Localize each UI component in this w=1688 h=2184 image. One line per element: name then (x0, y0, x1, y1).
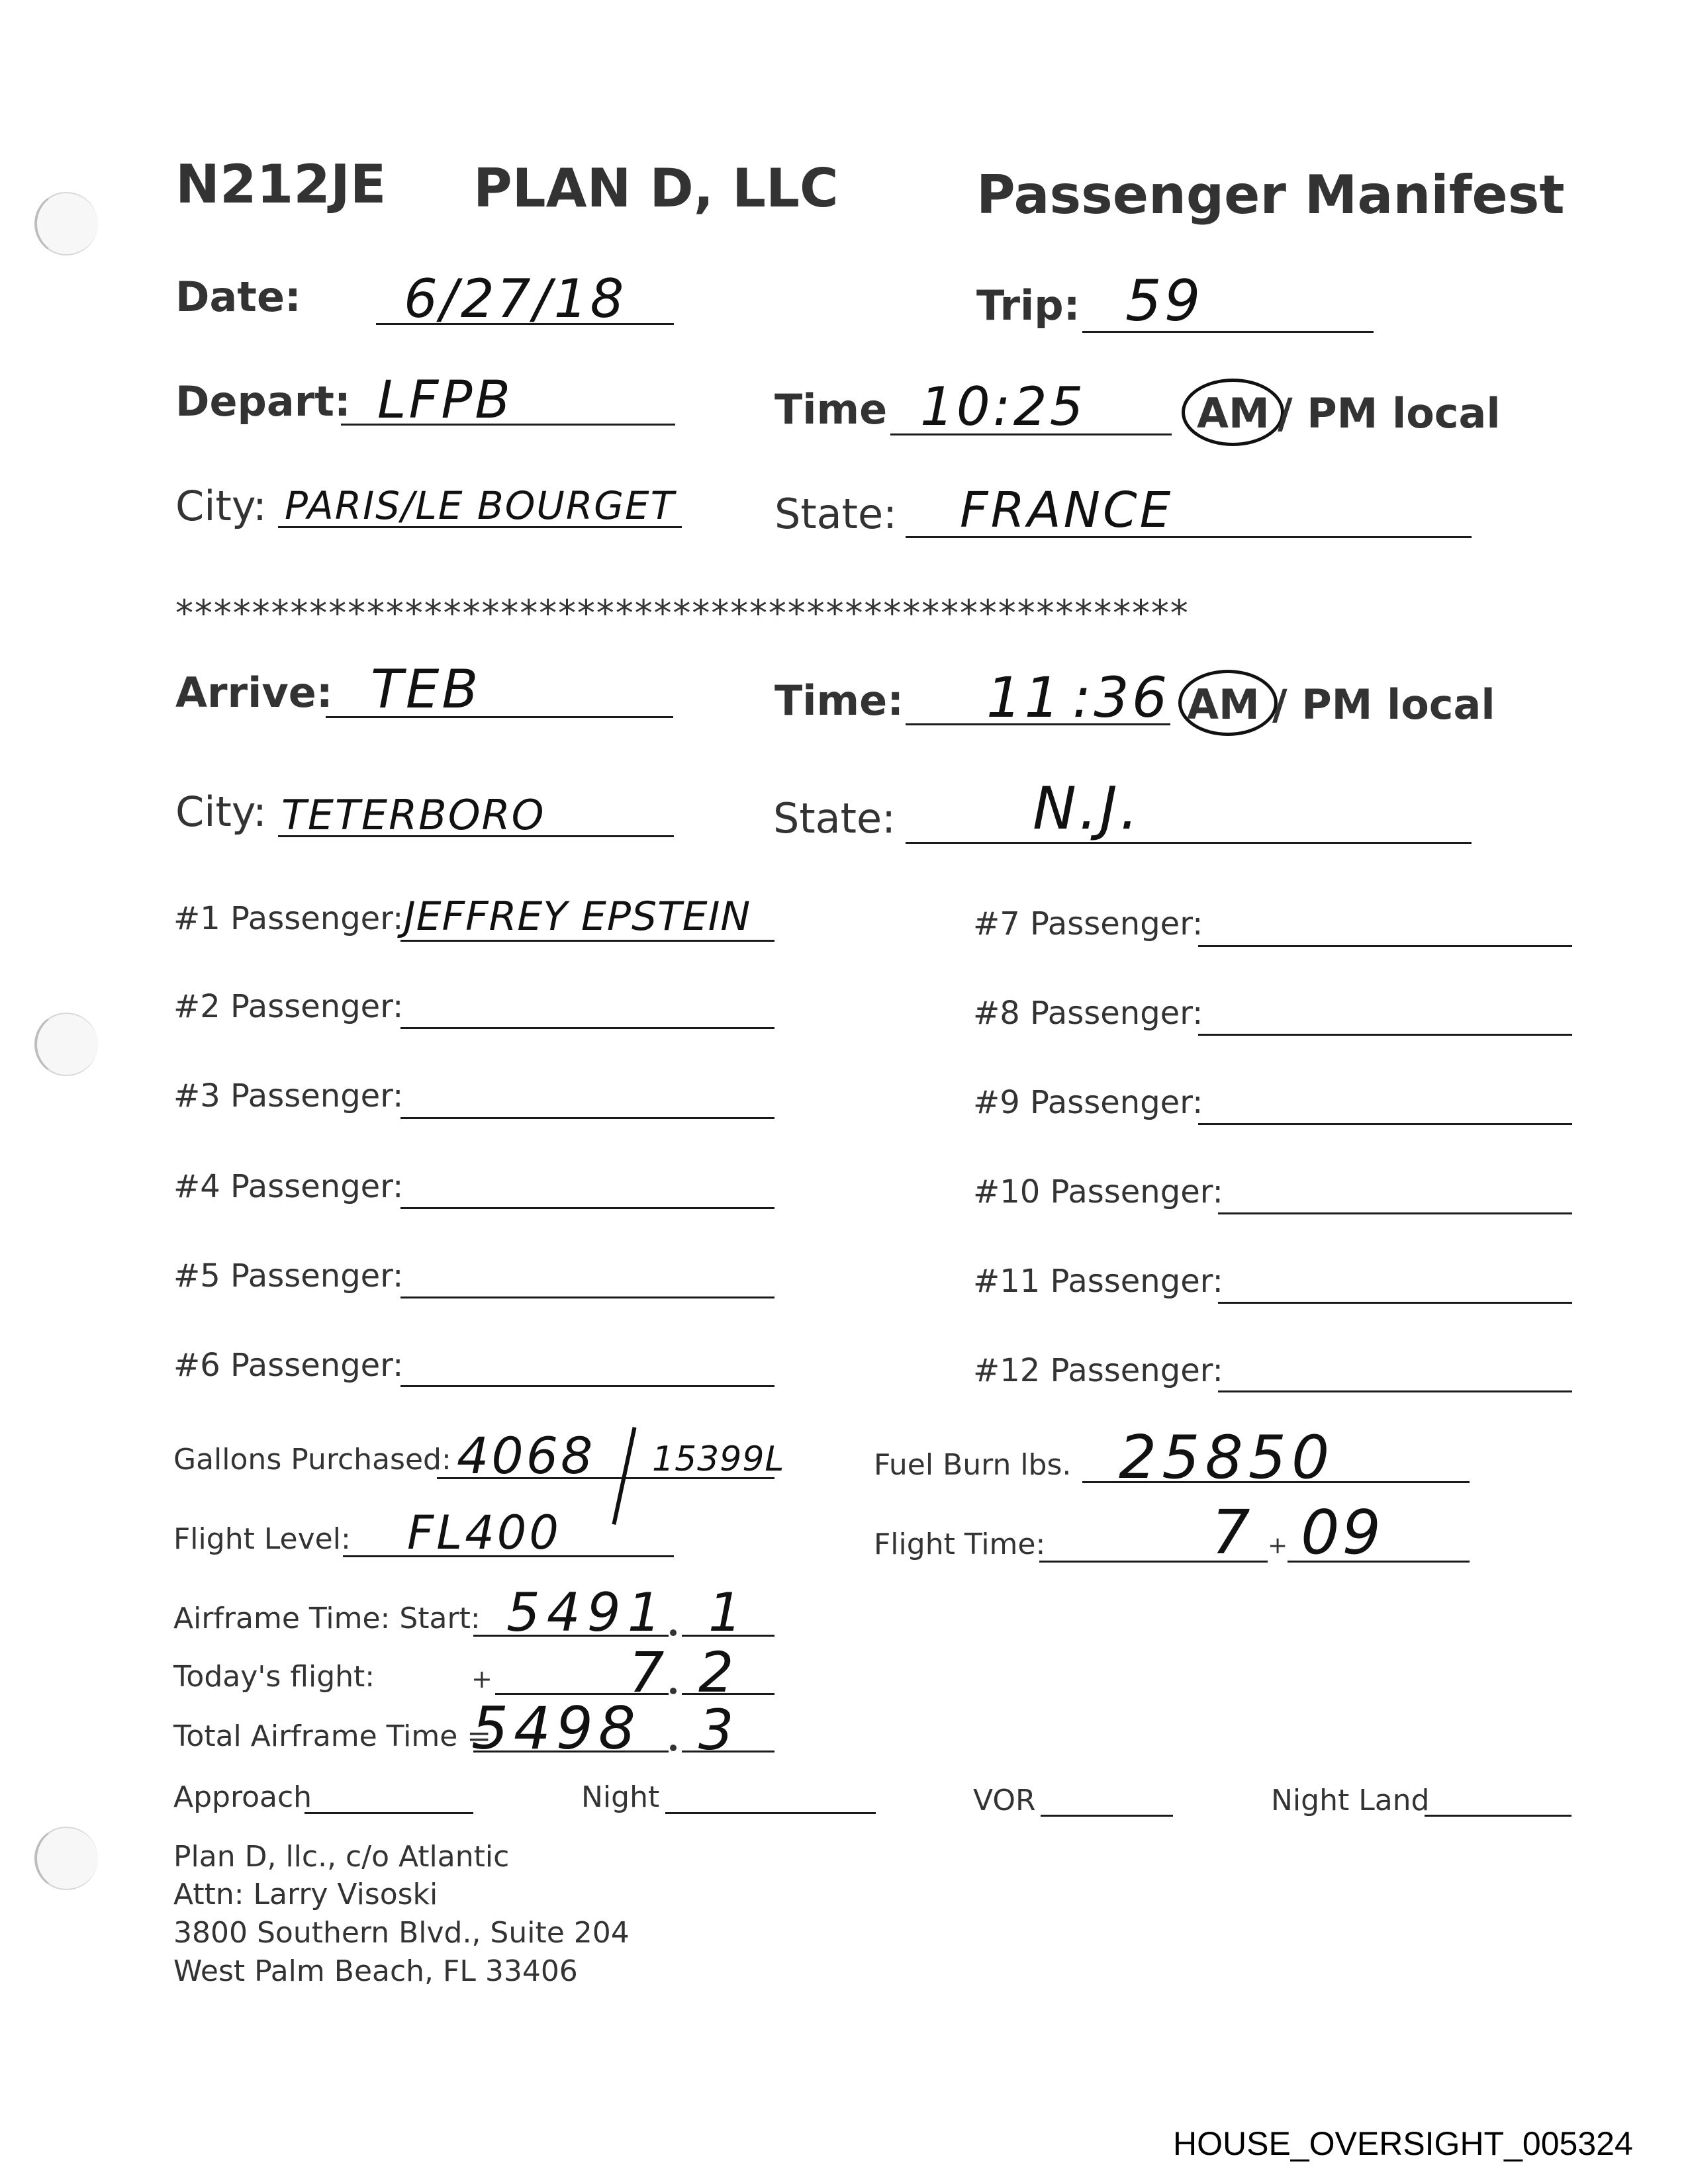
approach-field[interactable] (305, 1812, 473, 1814)
address-line-2: Attn: Larry Visoski (173, 1878, 438, 1911)
passenger-4-label: #4 Passenger: (173, 1168, 404, 1205)
flight-level-value: FL400 (407, 1506, 561, 1560)
depart-label: Depart: (175, 377, 351, 426)
depart-time-value: 10:25 (920, 376, 1086, 437)
approach-label: Approach (173, 1780, 312, 1814)
liters-value: 15399L (652, 1439, 785, 1479)
address-line-4: West Palm Beach, FL 33406 (173, 1954, 578, 1988)
tail-number: N212JE (175, 154, 387, 215)
depart-am-label: AM (1197, 389, 1270, 437)
night-land-label: Night Land (1271, 1784, 1430, 1817)
binder-hole-top (34, 192, 98, 255)
gallons-label: Gallons Purchased: (173, 1443, 451, 1477)
todays-flight-tenth: 2 (698, 1640, 737, 1705)
passenger-4-field[interactable] (400, 1207, 774, 1209)
passenger-7-label: #7 Passenger: (973, 905, 1203, 942)
arrive-state-field[interactable] (906, 842, 1472, 844)
passenger-2-field[interactable] (400, 1027, 774, 1029)
bates-number: HOUSE_OVERSIGHT_005324 (1173, 2125, 1633, 2162)
arrive-time-hour: 11 (986, 665, 1062, 730)
arrive-state-label: State: (773, 794, 896, 842)
date-label: Date: (175, 273, 301, 321)
total-airframe-label: Total Airframe Time = (173, 1719, 492, 1753)
arrive-time-label: Time: (774, 676, 904, 725)
depart-pm-local-label: / PM local (1278, 389, 1501, 437)
night-land-field[interactable] (1425, 1815, 1571, 1817)
passenger-3-field[interactable] (400, 1117, 774, 1119)
depart-time-label: Time (774, 385, 888, 433)
todays-flight-plus: + (471, 1664, 492, 1694)
address-line-3: 3800 Southern Blvd., Suite 204 (173, 1916, 630, 1950)
flight-level-label: Flight Level: (173, 1522, 351, 1556)
arrive-label: Arrive: (175, 668, 333, 717)
vor-label: VOR (973, 1784, 1036, 1817)
total-airframe-dot (670, 1745, 677, 1751)
airframe-start-tenth: 1 (708, 1582, 745, 1643)
manifest-title: Passenger Manifest (976, 164, 1565, 226)
trip-value: 59 (1125, 268, 1203, 334)
gallons-value: 4068 (457, 1426, 596, 1485)
airframe-start-dot (670, 1629, 677, 1636)
arrive-city-value: TETERBORO (281, 791, 545, 839)
depart-city-label: City: (175, 482, 267, 530)
binder-hole-middle (34, 1013, 98, 1076)
gallons-slash (612, 1427, 636, 1525)
fuel-burn-label: Fuel Burn lbs. (874, 1448, 1072, 1482)
flight-time-label: Flight Time: (874, 1527, 1046, 1561)
binder-hole-bottom (34, 1827, 98, 1890)
arrive-time-minutes: :36 (1072, 665, 1170, 730)
passenger-1-field[interactable] (400, 940, 774, 942)
arrive-state-value: N.J. (1033, 774, 1141, 842)
passenger-2-label: #2 Passenger: (173, 988, 404, 1025)
airframe-start-whole: 5491 (506, 1582, 668, 1643)
todays-flight-label: Today's flight: (173, 1660, 375, 1694)
passenger-12-field[interactable] (1218, 1390, 1572, 1392)
passenger-5-label: #5 Passenger: (173, 1257, 404, 1295)
section-divider: ***************************************************** (175, 592, 1190, 634)
passenger-7-field[interactable] (1198, 945, 1572, 947)
passenger-9-field[interactable] (1198, 1123, 1572, 1125)
passenger-8-field[interactable] (1198, 1034, 1572, 1036)
passenger-1-value: JEFFREY EPSTEIN (404, 893, 751, 940)
arrive-value: TEB (371, 659, 481, 720)
passenger-6-field[interactable] (400, 1385, 774, 1387)
arrive-am-label: AM (1187, 680, 1260, 729)
passenger-9-label: #9 Passenger: (973, 1084, 1203, 1121)
arrive-city-label: City: (175, 788, 267, 836)
flight-time-hours: 7 (1211, 1497, 1253, 1568)
airframe-start-label: Airframe Time: Start: (173, 1602, 481, 1635)
date-value: 6/27/18 (404, 268, 627, 330)
depart-city-value: PARIS/LE BOURGET (285, 483, 676, 528)
depart-state-label: State: (774, 490, 898, 538)
todays-flight-dot (670, 1688, 677, 1694)
arrive-pm-local-label: / PM local (1272, 680, 1495, 729)
passenger-10-field[interactable] (1218, 1212, 1572, 1214)
passenger-6-label: #6 Passenger: (173, 1347, 404, 1384)
night-field[interactable] (665, 1812, 876, 1814)
passenger-3-label: #3 Passenger: (173, 1077, 404, 1115)
fuel-burn-value: 25850 (1119, 1423, 1335, 1492)
passenger-5-field[interactable] (400, 1297, 774, 1298)
depart-value: LFPB (377, 371, 513, 430)
passenger-11-label: #11 Passenger: (973, 1263, 1223, 1300)
company-name: PLAN D, LLC (473, 158, 839, 219)
depart-state-value: FRANCE (960, 482, 1174, 539)
total-airframe-tenth: 3 (698, 1698, 737, 1762)
flight-time-plus: + (1268, 1532, 1288, 1559)
trip-label: Trip: (976, 281, 1080, 330)
address-line-1: Plan D, llc., c/o Atlantic (173, 1840, 510, 1874)
passenger-10-label: #10 Passenger: (973, 1173, 1223, 1210)
flight-time-minutes: 09 (1301, 1497, 1384, 1568)
passenger-11-field[interactable] (1218, 1302, 1572, 1304)
passenger-8-label: #8 Passenger: (973, 995, 1203, 1032)
passenger-12-label: #12 Passenger: (973, 1352, 1223, 1389)
total-airframe-whole: 5498 (471, 1694, 641, 1762)
todays-flight-whole: 7 (629, 1640, 667, 1705)
night-label: Night (581, 1780, 660, 1814)
vor-field[interactable] (1041, 1815, 1173, 1817)
passenger-1-label: #1 Passenger: (173, 900, 404, 937)
